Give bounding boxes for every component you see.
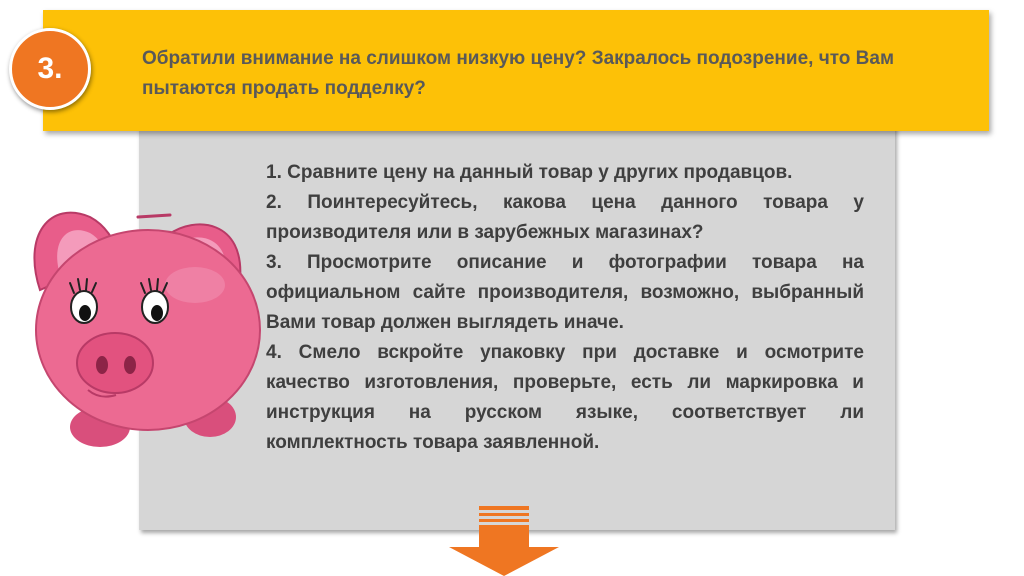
tip-item: 2. Поинтересуйтесь, какова цена данного товара у производителя или в зарубежных магазинах? xyxy=(266,192,864,243)
piggy-bank-icon xyxy=(20,195,275,460)
step-number-badge: 3. xyxy=(9,28,91,110)
arrow-down-icon xyxy=(449,506,559,576)
tip-item: 1. Сравните цену на данный товар у других продавцов. xyxy=(266,162,793,183)
tip-item: 3. Просмотрите описание и фотографии товара на официальном сайте производителя, возможно, выбранный Вами товар должен выглядеть иначе. xyxy=(266,252,864,333)
tips-list xyxy=(266,158,864,458)
header-question: Обратили внимание на слишком низкую цену? Закралось подозрение, что Вам пытаются продать подделку? xyxy=(142,48,895,99)
tip-item: 4. Смело вскройте упаковку при доставке и осмотрите качество изготовления, проверьте, есть ли маркировка и инструкция на русском языке, соответствует ли комплектность товара заявленной. xyxy=(266,342,864,453)
